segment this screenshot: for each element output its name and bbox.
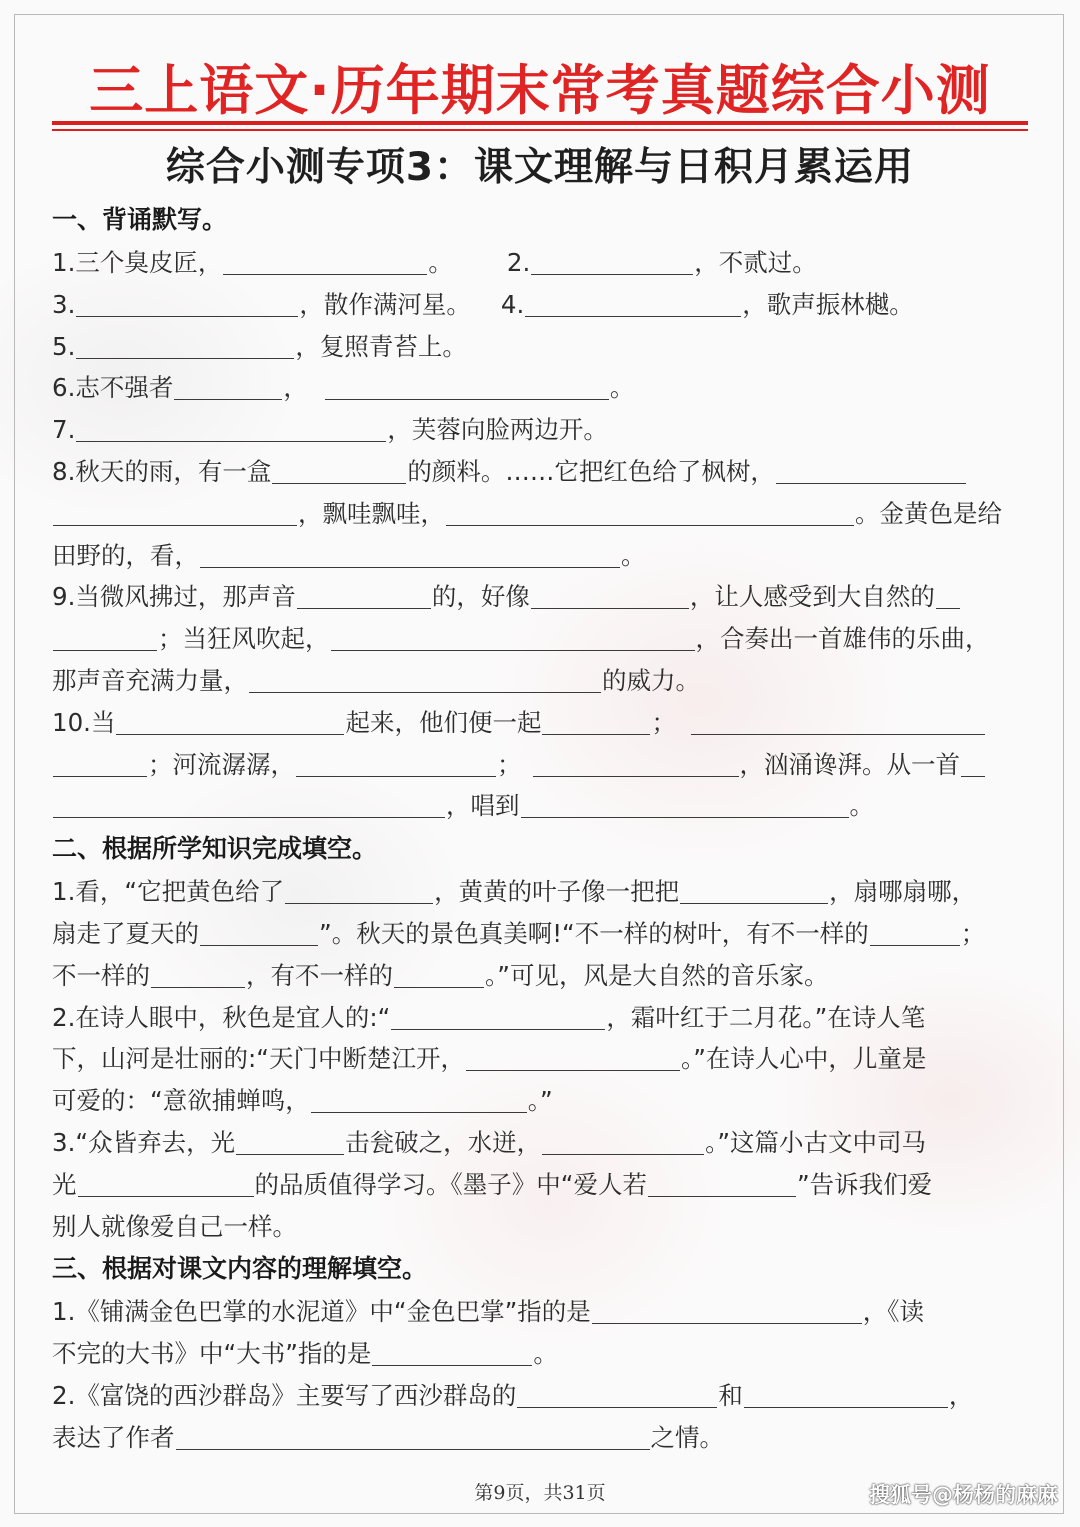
source-watermark: 搜狐号@杨杨的麻麻 (869, 1483, 1058, 1507)
answer-blank[interactable] (870, 919, 960, 946)
question-text: 10.当 (52, 707, 116, 737)
question-line (52, 535, 1028, 577)
answer-blank[interactable] (592, 1297, 862, 1324)
question-line (52, 660, 1028, 702)
question-text: 的品质值得学习。《墨子》中“爱人若 (254, 1169, 647, 1199)
answer-blank[interactable] (311, 1086, 527, 1113)
question-line (52, 326, 1028, 368)
answer-blank[interactable] (53, 791, 445, 818)
question-text: ，合奏出一首雄伟的乐曲， (695, 624, 990, 654)
question-text: 4. (500, 289, 525, 319)
answer-blank[interactable] (53, 624, 157, 651)
answer-blank[interactable] (466, 1044, 680, 1071)
question-line (52, 284, 1028, 326)
question-text: 5. (52, 331, 76, 361)
answer-blank[interactable] (680, 877, 828, 904)
answer-blank[interactable] (200, 541, 620, 568)
question-text: 。金黄色是给 (855, 498, 1002, 528)
question-text: 扇走了夏天的 (52, 918, 199, 948)
answer-blank[interactable] (151, 961, 245, 988)
section-heading-comprehension: 三、根据对课文内容的理解填空。 (52, 1254, 428, 1284)
question-text: 下，山河是壮丽的:“天门中断楚江开， (52, 1044, 465, 1074)
question-text: 。 (609, 373, 635, 403)
question-line (52, 367, 1028, 409)
answer-blank[interactable] (236, 1128, 344, 1155)
question-text: 不一样的 (52, 960, 150, 990)
question-text: 之情。 (650, 1422, 724, 1452)
question-text: 1.看，“它把黄色给了 (52, 877, 285, 907)
answer-blank[interactable] (325, 373, 609, 400)
question-text: 3. (52, 289, 76, 319)
question-line (52, 409, 1028, 451)
answer-blank[interactable] (394, 961, 484, 988)
question-text: ，歌声振林樾。 (742, 289, 914, 319)
question-text: 起来，他们便一起 (345, 707, 542, 737)
question-text: 的威力。 (602, 665, 700, 695)
question-line (52, 785, 1028, 827)
question-text: 。” (527, 1086, 553, 1116)
answer-blank[interactable] (446, 499, 854, 526)
worksheet-content (52, 198, 1028, 1459)
question-text: 2. (506, 248, 531, 277)
question-text: ，扇哪扇哪， (829, 877, 977, 907)
question-text: 。”可见，风是大自然的音乐家。 (485, 960, 829, 990)
answer-blank[interactable] (744, 1381, 948, 1408)
question-text: 击瓮破之，水迸， (345, 1127, 542, 1157)
question-text: 表达了作者 (52, 1422, 175, 1452)
answer-blank[interactable] (691, 708, 985, 735)
question-line (52, 1122, 1028, 1164)
answer-blank[interactable] (391, 1003, 605, 1030)
question-text: ，唱到 (446, 791, 520, 821)
question-text: ； (497, 749, 522, 779)
question-line (52, 913, 1028, 955)
question-text: 。”在诗人心中，儿童是 (680, 1044, 927, 1074)
question-line (52, 1417, 1028, 1459)
question-line (52, 1291, 1028, 1333)
question-text: 别人就像爱自己一样。 (52, 1211, 297, 1241)
question-text: 。 (621, 540, 646, 570)
question-text: 。 (428, 248, 453, 277)
answer-blank[interactable] (174, 373, 282, 400)
question-text: 田野的，看， (52, 540, 199, 570)
question-text: ， (283, 373, 308, 403)
answer-blank[interactable] (176, 1423, 650, 1450)
answer-blank[interactable] (76, 290, 298, 317)
question-text: ，复照青苔上。 (295, 331, 467, 361)
question-line (52, 1038, 1028, 1080)
answer-blank[interactable] (78, 1170, 254, 1197)
question-line (52, 702, 1028, 744)
answer-blank[interactable] (531, 582, 689, 609)
question-line (52, 451, 1028, 493)
question-text: 不完的大书》中“大书”指的是 (52, 1339, 372, 1369)
question-text: ，霜叶红于二月花。”在诗人笔 (606, 1002, 926, 1032)
answer-blank[interactable] (521, 791, 849, 818)
answer-blank[interactable] (961, 750, 985, 777)
question-text: 8.秋天的雨，有一盒 (52, 456, 272, 486)
question-text: ，芙蓉向脸两边开。 (387, 415, 608, 445)
question-line (52, 955, 1028, 997)
question-text: ，有不一样的 (246, 960, 393, 990)
question-line (52, 493, 1028, 535)
title-underline (52, 121, 1028, 125)
answer-blank[interactable] (648, 1170, 796, 1197)
answer-blank[interactable] (372, 1339, 532, 1366)
question-text: 。 (849, 791, 874, 821)
answer-blank[interactable] (76, 332, 294, 359)
question-text: 光 (52, 1169, 77, 1199)
answer-blank[interactable] (517, 1381, 717, 1408)
answer-blank[interactable] (272, 457, 406, 484)
answer-blank[interactable] (531, 248, 693, 275)
question-line (52, 242, 1028, 284)
section-heading-recite: 一、背诵默写。 (52, 205, 228, 234)
answer-blank[interactable] (249, 666, 601, 693)
answer-blank[interactable] (223, 248, 427, 275)
question-text: ，飘哇飘哇， (298, 498, 445, 528)
question-line (52, 576, 1028, 618)
answer-blank[interactable] (331, 624, 695, 651)
question-text: ，汹涌谗湃。从一首 (739, 749, 960, 779)
question-text: 的颜料。……它把红色给了枫树， (407, 456, 775, 486)
main-title: 三上语文·历年期末常考真题综合小测 (89, 59, 991, 122)
answer-blank[interactable] (285, 877, 433, 904)
question-text: 2.在诗人眼中，秋色是宜人的:“ (52, 1002, 391, 1032)
question-line (52, 1206, 1028, 1248)
answer-blank[interactable] (525, 290, 741, 317)
answer-blank[interactable] (53, 750, 147, 777)
question-text: ，散作满河星。 (299, 289, 471, 319)
question-text: ，黄黄的叶子像一把把 (434, 877, 680, 907)
question-text: 那声音充满力量， (52, 665, 248, 695)
question-text: 。 (533, 1339, 558, 1369)
sub-title: 综合小测专项3：课文理解与日积月累运用 (165, 145, 915, 190)
answer-blank[interactable] (776, 457, 966, 484)
question-text: ； (960, 918, 986, 948)
question-text: 2.《富饶的西沙群岛》主要写了西沙群岛的 (52, 1380, 517, 1410)
question-text: ； (651, 707, 676, 737)
question-text: 和 (718, 1380, 743, 1410)
question-line (52, 871, 1028, 913)
question-text: 3.“众皆弃去，光 (52, 1127, 236, 1157)
question-text: 7. (52, 415, 76, 445)
question-text: ，让人感受到大自然的 (689, 582, 935, 612)
question-text: 6.志不强者 (52, 373, 174, 403)
question-text: 可爱的：“意欲捕蝉鸣， (52, 1086, 310, 1116)
question-text: ”告诉我们爱 (796, 1169, 933, 1199)
question-text: 1.《铺满金色巴掌的水泥道》中“金色巴掌”指的是 (52, 1297, 591, 1327)
answer-blank[interactable] (542, 708, 650, 735)
question-text: ， (948, 1380, 974, 1410)
question-text: ；当狂风吹起， (158, 624, 330, 654)
answer-blank[interactable] (296, 750, 496, 777)
question-line (52, 744, 1028, 786)
section-heading-fill: 二、根据所学知识完成填空。 (52, 834, 378, 864)
answer-blank[interactable] (533, 750, 739, 777)
question-line (52, 1080, 1028, 1122)
question-text: ”。秋天的景色真美啊!“不一样的树叶，有不一样的 (319, 918, 869, 948)
question-text: ，不贰过。 (694, 248, 817, 277)
question-line (52, 618, 1028, 660)
question-text: 的，好像 (431, 582, 530, 612)
answer-blank[interactable] (297, 582, 431, 609)
question-text: ，《读 (862, 1297, 925, 1327)
question-text: 。”这篇小古文中司马 (705, 1127, 927, 1157)
answer-blank[interactable] (200, 919, 318, 946)
answer-blank[interactable] (76, 415, 386, 442)
question-text: 9.当微风拂过，那声音 (52, 582, 296, 612)
title-underline-thin (52, 129, 1028, 131)
answer-blank[interactable] (542, 1128, 704, 1155)
question-line (52, 1333, 1028, 1375)
question-line (52, 1164, 1028, 1206)
answer-blank[interactable] (936, 582, 960, 609)
question-line (52, 997, 1028, 1039)
answer-blank[interactable] (53, 499, 297, 526)
question-text: 1.三个臭皮匠， (52, 248, 223, 277)
question-text: ；河流潺潺， (148, 749, 295, 779)
question-line (52, 1375, 1028, 1417)
page-number: 第9页，共31页 (474, 1482, 606, 1504)
answer-blank[interactable] (116, 708, 344, 735)
